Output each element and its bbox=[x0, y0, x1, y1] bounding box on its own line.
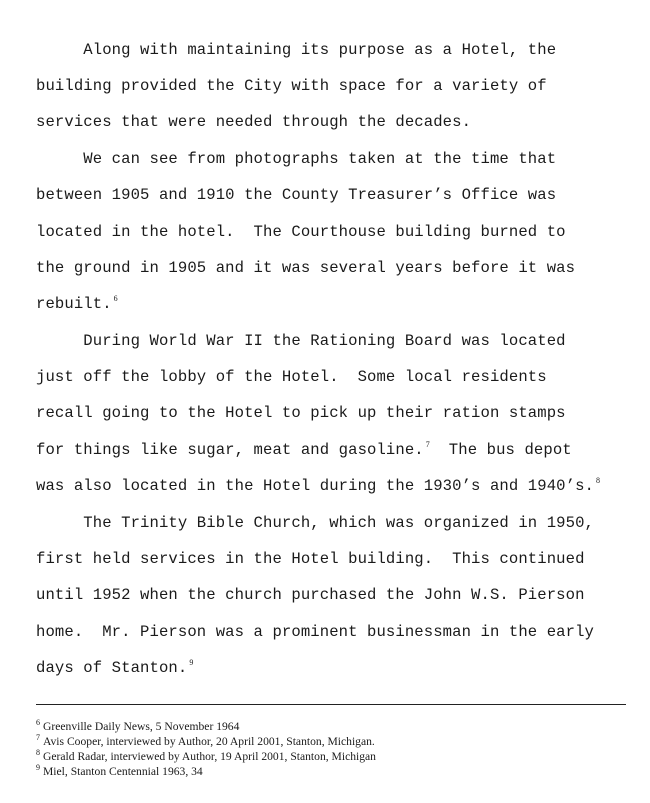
footnote-ref: 6 bbox=[113, 294, 118, 303]
body-line: home. Mr. Pierson was a prominent businessman in the early bbox=[36, 623, 595, 641]
footnote-ref: 8 bbox=[596, 476, 601, 485]
body-line: days of Stanton. $^9$ bbox=[36, 658, 194, 677]
body-line: We can see from photographs taken at the time that bbox=[36, 150, 557, 168]
body-line: for things like sugar, meat and gasoline. $^7$ The bus depot bbox=[36, 440, 572, 459]
footnote: $^6$ Greenville Daily News, 5 November 1964 bbox=[36, 718, 240, 733]
body-line: first held services in the Hotel building. This continued bbox=[36, 550, 585, 568]
body-line: rebuilt. $^6$ bbox=[36, 294, 118, 313]
footnote: $^9$ Miel, Stanton Centennial 1963, 34 bbox=[36, 763, 203, 778]
body-line: between 1905 and 1910 the County Treasurer’s Office was bbox=[36, 186, 557, 204]
body-line: building provided the City with space for a variety of bbox=[36, 77, 547, 95]
body-line: services that were needed through the decades. bbox=[36, 113, 472, 131]
body-line: The Trinity Bible Church, which was organized in 1950, bbox=[36, 514, 595, 532]
body-line: located in the hotel. The Courthouse building burned to bbox=[36, 223, 566, 241]
body-line: until 1952 when the church purchased the John W.S. Pierson bbox=[36, 586, 585, 604]
body-line: During World War II the Rationing Board was located bbox=[36, 332, 566, 350]
body-line: Along with maintaining its purpose as a Hotel, the bbox=[36, 41, 557, 59]
footnote: $^7$ Avis Cooper, interviewed by Author, 20 April 2001, Stanton, Michigan. bbox=[36, 733, 375, 748]
body-line: the ground in 1905 and it was several years before it was bbox=[36, 259, 576, 277]
footnote-ref: 9 bbox=[189, 658, 194, 667]
footnote-ref: 7 bbox=[425, 440, 430, 449]
body-line: just off the lobby of the Hotel. Some local residents bbox=[36, 368, 547, 386]
body-line: was also located in the Hotel during the 1930’s and 1940’s. $^8$ bbox=[36, 476, 601, 495]
footnote: $^8$ Gerald Radar, interviewed by Author, 19 April 2001, Stanton, Michigan bbox=[36, 748, 376, 763]
body-line: recall going to the Hotel to pick up their ration stamps bbox=[36, 404, 566, 422]
footnote-divider bbox=[36, 704, 626, 705]
